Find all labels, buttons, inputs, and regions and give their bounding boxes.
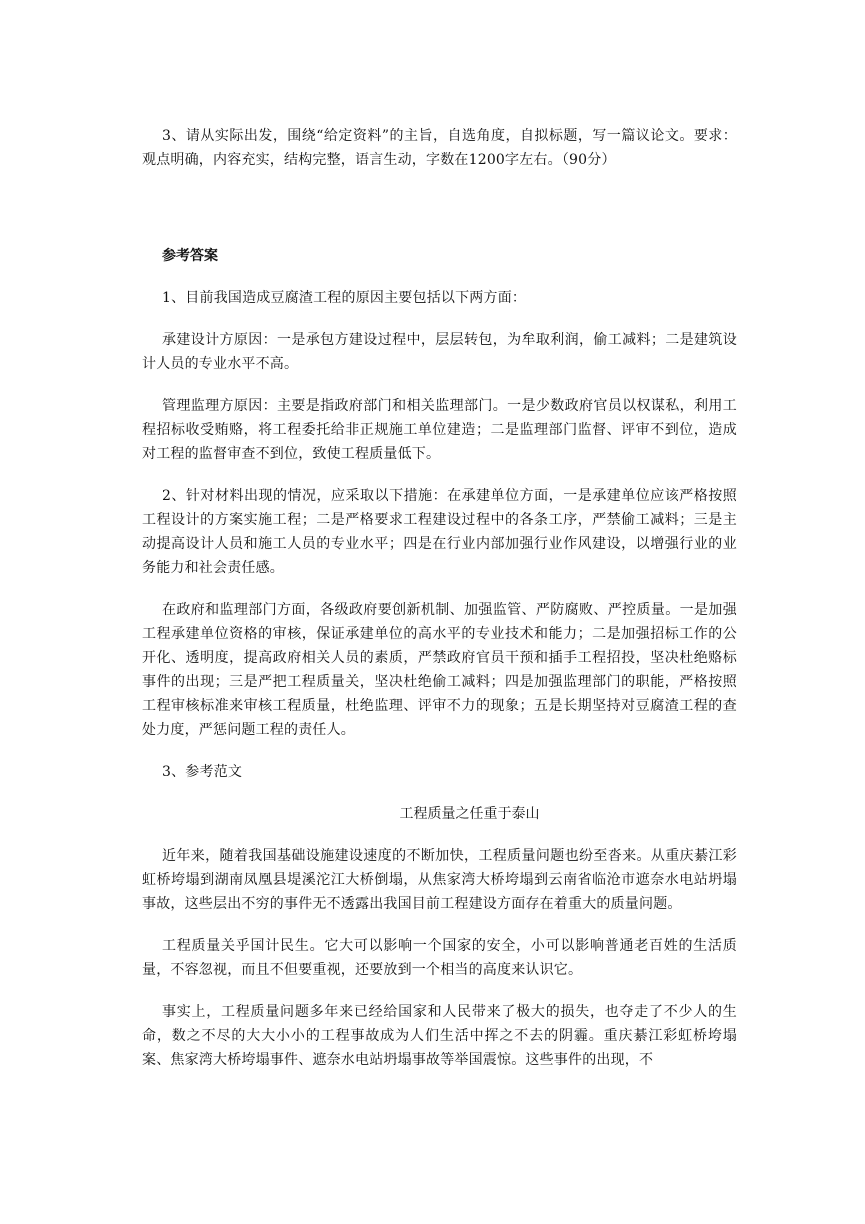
answer-1-management-reasons: 管理监理方原因：主要是指政府部门和相关监理部门。一是少数政府官员以权谋私，利用工程招标收受贿赂，将工程委托给非正规施工单位建造；二是监理部门监督、评审不到位，造成对工程的监督审查不到位，致使工程质量低下。	[142, 398, 737, 462]
answer-2-government-measures: 在政府和监理部门方面，各级政府要创新机制、加强监管、严防腐败、严控质量。一是加强工程承建单位资格的审核，保证承建单位的高水平的专业技术和能力；二是加强招标工作的公开化、透明度，提高政府相关人员的素质，严禁政府官员干预和插手工程招投，坚决杜绝赂标事件的出现；三是严把工程质量关，坚决杜绝偷工减料；四是加强监理部门的职能，严格按照工程审核标准来审核工程质量，杜绝监理、评审不力的现象；五是长期坚持对豆腐渣工程的查处力度，严惩问题工程的责任人。	[142, 602, 737, 738]
answer-1-intro: 1、目前我国造成豆腐渣工程的原因主要包括以下两方面：	[162, 290, 527, 306]
answer-1-builder-reasons: 承建设计方原因：一是承包方建设过程中，层层转包，为牟取利润，偷工减料；二是建筑设计人员的专业水平不高。	[142, 332, 737, 372]
essay-paragraph-3: 事实上，工程质量问题多年来已经给国家和人民带来了极大的损失，也夺走了不少人的生命，数之不尽的大大小小的工程事故成为人们生活中挥之不去的阴霾。重庆綦江彩虹桥垮塌案、焦家湾大桥垮塌事件、遮奈水电站坍塌事故等举国震惊。这些事件的出现，不	[142, 1004, 737, 1068]
answer-3-intro: 3、参考范文	[162, 764, 243, 780]
answer-2-builder-measures: 2、针对材料出现的情况，应采取以下措施：在承建单位方面，一是承建单位应该严格按照工程设计的方案实施工程；二是严格要求工程建设过程中的各条工序，严禁偷工减料；三是主动提高设计人员和施工人员的专业水平；四是在行业内部加强行业作风建设，以增强行业的业务能力和社会责任感。	[142, 488, 737, 576]
essay-title: 工程质量之任重于泰山	[399, 806, 540, 822]
essay-paragraph-2: 工程质量关乎国计民生。它大可以影响一个国家的安全，小可以影响普通老百姓的生活质量，不容忽视，而且不但要重视，还要放到一个相当的高度来认识它。	[142, 938, 737, 978]
answer-heading: 参考答案	[162, 248, 218, 264]
question-3-prompt: 3、请从实际出发，围绕“给定资料”的主旨，自选角度，自拟标题，写一篇议论文。要求：观点明确，内容充实，结构完整，语言生动，字数在1200字左右。（90分）	[142, 128, 737, 168]
essay-paragraph-1: 近年来，随着我国基础设施建设速度的不断加快，工程质量问题也纷至沓来。从重庆綦江彩虹桥垮塌到湖南凤凰县堤溪沱江大桥倒塌，从焦家湾大桥垮塌到云南省临沧市遮奈水电站坍塌事故，这些层出不穷的事件无不透露出我国目前工程建设方面存在着重大的质量问题。	[142, 848, 737, 912]
spacer	[142, 172, 737, 244]
